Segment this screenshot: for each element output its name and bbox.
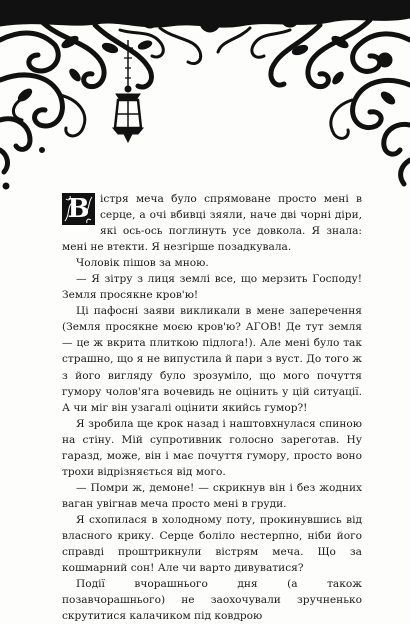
paragraph-1-text: істря меча було спрямоване просто мені в серце, а очі вбивці зяяли, наче дві чорні діри, які ось-ось поглинуть усе довкола. Я знала: мені не втекти. Я незгірше позадкувала.	[62, 193, 362, 254]
paragraph-3: — Я зітру з лиця землі все, що мерзить Господу! Земля просякне кров'ю!	[62, 273, 362, 302]
dropcap-letter: В	[67, 194, 90, 224]
wrought-iron-ornament-icon	[0, 0, 410, 190]
paragraph-6: — Помри ж, демоне! — скрикнув він і без жодних ваган увігнав меча просто мені в груди.	[62, 481, 362, 510]
paragraph-8: Події вчорашнього дня (а також позавчорашнього) не заохочували зручненько скрутитися калачиком під ковдрою	[62, 578, 362, 623]
paragraph-2: Чоловік пішов за мною.	[76, 257, 209, 270]
main-text	[62, 191, 362, 624]
paragraph-7: Я схопилася в холодному поту, прокинувшись від власного крику. Серце боліло нестерпно, ніби його справді проштрикнули вістрям меча. Що за кошмарний сон! Але чи варто дивуватися?	[62, 513, 362, 575]
dropcap	[62, 193, 95, 225]
paragraph-5: Я зробила ще крок назад і наштовхнулася спиною на стіну. Мій супротивник голосно зареготав. Ну гаразд, може, він і має почуття гумору, просто воно трохи відрізняється від мого.	[62, 417, 362, 478]
paragraph-4: Ці пафосні заяви викликали в мене заперечення (Земля просякне моєю кров'ю? АГОВ! Де тут земля — це ж вкрита плиткою підлога!). Але мені було так страшно, що я не випустила й пари з вуст. До того ж з його вигляду було зрозуміло, що мого почуття гумору чолов'яга вочевидь не оцінить у цій ситуації. А чи міг він узагалі оцінити якийсь гумор?!	[62, 305, 362, 414]
paragraph-1	[62, 191, 362, 255]
